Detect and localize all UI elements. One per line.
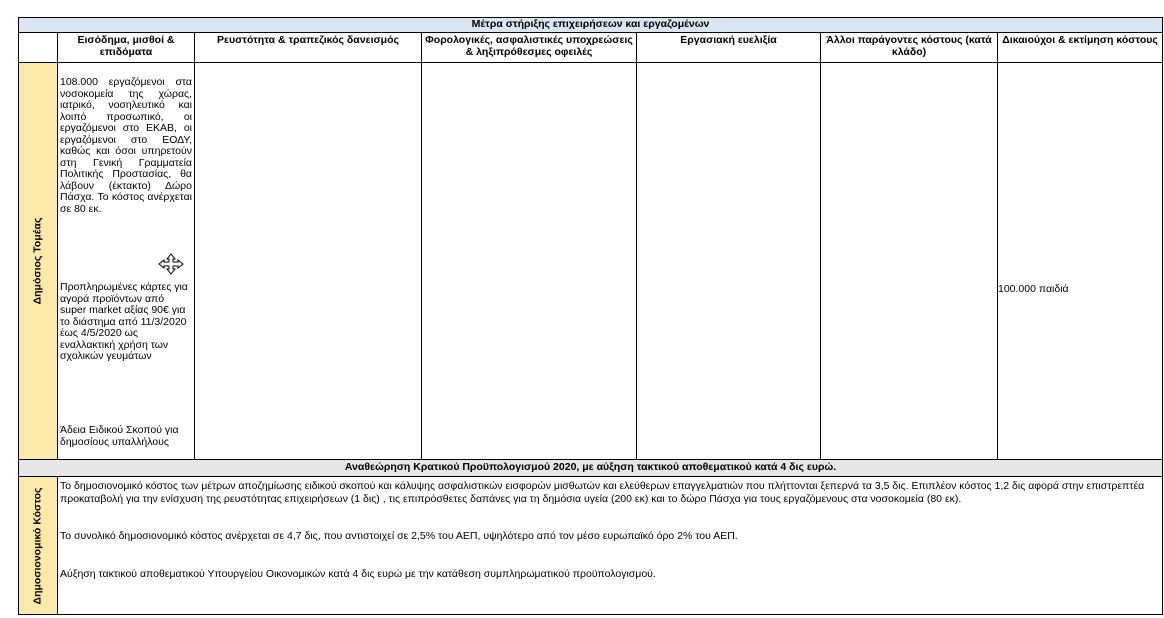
public-sector-tax-cell[interactable] bbox=[422, 63, 637, 460]
public-sector-liquidity-cell[interactable] bbox=[195, 63, 422, 460]
column-header-row bbox=[19, 33, 1163, 63]
fiscal-cost-label: Δημοσιονομικό Κόστος bbox=[31, 487, 44, 604]
support-measures-table-wrapper bbox=[18, 17, 1162, 615]
header-labor-flexibility[interactable]: Εργασιακή ευελιξία bbox=[637, 33, 821, 63]
header-income[interactable]: Εισόδημα, μισθοί & επιδόματα bbox=[58, 33, 195, 63]
public-sector-label: Δημόσιος Τομέας bbox=[31, 217, 44, 305]
fiscal-cost-text-cell[interactable] bbox=[58, 477, 1163, 615]
header-beneficiaries[interactable]: Δικαιούχοι & εκτίμηση κόστους bbox=[998, 33, 1163, 63]
fiscal-cost-row bbox=[19, 477, 1163, 615]
public-sector-label-cell[interactable] bbox=[19, 63, 58, 460]
income-paragraph-prepaid-cards: Προπληρωμένες κάρτες για αγορά προϊόντων από super market αξίας 90€ για το διάστημα από 11/3/2020 έως 4/5/2020 ως εναλλακτική χρήση των σχολικών γευμάτων bbox=[60, 281, 188, 362]
header-liquidity[interactable]: Ρευστότητα & τραπεζικός δανεισμός bbox=[195, 33, 422, 63]
fiscal-cost-paragraph-2: Το συνολικό δημοσιονομικό κόστος ανέρχεται σε 4,7 δις, που αντιστοιχεί σε 2,5% του ΑΕΠ, υψηλότερο από τον μέσο ευρωπαϊκό όρο 2% του ΑΕΠ. bbox=[60, 530, 738, 542]
budget-revision-row bbox=[19, 460, 1163, 477]
move-cursor-icon bbox=[157, 252, 185, 276]
public-sector-row bbox=[19, 63, 1163, 460]
public-sector-beneficiaries-cell[interactable] bbox=[998, 63, 1163, 460]
public-sector-other-costs-cell[interactable] bbox=[821, 63, 998, 460]
public-sector-labor-cell[interactable] bbox=[637, 63, 821, 460]
header-corner-cell[interactable] bbox=[19, 33, 58, 63]
header-other-cost-factors[interactable]: Άλλοι παράγοντες κόστους (κατά κλάδο) bbox=[821, 33, 998, 63]
budget-revision-text[interactable]: Αναθεώρηση Κρατικού Προϋπολογισμού 2020, με αύξηση τακτικού αποθεματικού κατά 4 δις ευρώ. bbox=[19, 460, 1163, 477]
support-measures-table bbox=[18, 17, 1163, 615]
fiscal-cost-label-cell[interactable] bbox=[19, 477, 58, 615]
beneficiaries-children: 100.000 παιδιά bbox=[998, 283, 1069, 295]
fiscal-cost-paragraph-1: Το δημοσιονομικό κόστος των μέτρων αποζημίωσης ειδικού σκοπού και κάλυψης ασφαλιστικών εισφορών μισθωτών και ελεύθερων επαγγελματιών που πλήττονται ξεπερνά τα 3,5 δις. Επιπλέον κόστος 1,2 δις αφορά στην επιστρεπτέα προκαταβολή για την ενίσχυση της ρευστότητας επιχειρήσεων (1 δις) , τις επιπρόσθετες δαπάνες για τη δημόσια υγεία (200 εκ) και το δώρο Πάσχα για τους εργαζόμενους στα νοσοκομεία (80 εκ). bbox=[60, 480, 1145, 505]
fiscal-cost-paragraph-3: Αύξηση τακτικού αποθεματικού Υπουργείου Οικονομικών κατά 4 δις ευρώ με την κατάθεση συμπληρωματικού προϋπολογισμού. bbox=[60, 567, 656, 580]
income-paragraph-easter-bonus: 108.000 εργαζόμενοι στα νοσοκομεία της χώρας, ιατρικό, νοσηλευτικό και λοιπό προσωπικό, οι εργαζόμενοι στο ΕΚΑΒ, οι εργαζόμενοι στο ΕΟΔΥ, καθώς και όσοι υπηρετούν στη Γενική Γραμματεία Πολιτικής Προστασίας, θα λάβουν (έκτακτο) Δώρο Πάσχα. Το κόστος ανέρχεται σε 80 εκ. bbox=[60, 76, 192, 215]
table-title[interactable]: Μέτρα στήριξης επιχειρήσεων και εργαζομένων bbox=[19, 18, 1163, 33]
income-paragraph-special-leave: Άδεια Ειδικού Σκοπού για δημοσίους υπαλλήλους bbox=[60, 424, 179, 448]
table-title-row bbox=[19, 18, 1163, 33]
header-tax-obligations[interactable]: Φορολογικές, ασφαλιστικές υποχρεώσεις & ληξιπρόθεσμες οφειλές bbox=[422, 33, 637, 63]
